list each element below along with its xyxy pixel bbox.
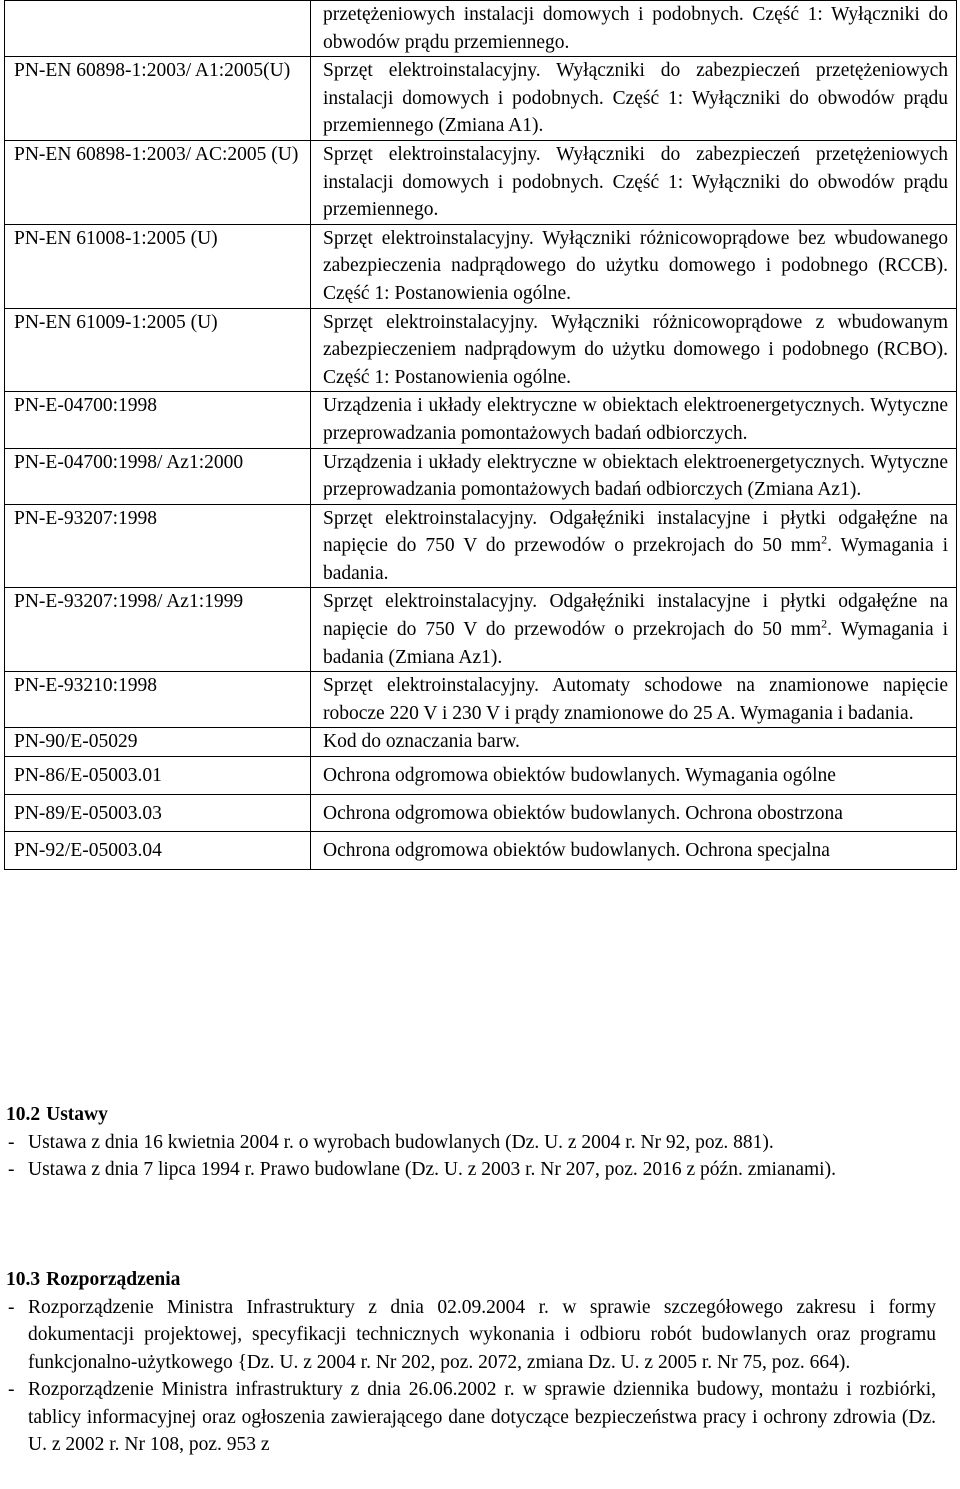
standard-description: Ochrona odgromowa obiektów budowlanych. Ochrona obostrzona [311, 794, 957, 832]
table-row [5, 728, 957, 757]
standard-code: PN-E-93207:1998 [5, 504, 311, 588]
list-item [6, 1156, 936, 1184]
standard-description: Kod do oznaczania barw. [311, 728, 957, 757]
table-row [5, 588, 957, 672]
table-row [5, 672, 957, 728]
standard-code: PN-EN 61008-1:2005 (U) [5, 224, 311, 308]
table-row [5, 1, 957, 57]
standard-code: PN-E-04700:1998 [5, 392, 311, 448]
standard-description: Ochrona odgromowa obiektów budowlanych. Wymagania ogólne [311, 757, 957, 795]
standard-description: Urządzenia i układy elektryczne w obiektach elektroenergetycznych. Wytyczne przeprowadzania pomontażowych badań odbiorczych (Zmiana Az1). [311, 448, 957, 504]
list-item [6, 1376, 936, 1459]
table-row [5, 832, 957, 870]
table-row [5, 392, 957, 448]
standard-code: PN-E-04700:1998/ Az1:2000 [5, 448, 311, 504]
ustawy-list [6, 1129, 936, 1184]
table-row [5, 308, 957, 392]
standard-code: PN-E-93207:1998/ Az1:1999 [5, 588, 311, 672]
list-item-text: Ustawa z dnia 7 lipca 1994 r. Prawo budowlane (Dz. U. z 2003 r. Nr 207, poz. 2016 z późn. zmianami). [28, 1159, 836, 1180]
standard-code: PN-EN 60898-1:2003/ A1:2005(U) [5, 57, 311, 141]
standard-description: Urządzenia i układy elektryczne w obiektach elektroenergetycznych. Wytyczne przeprowadzania pomontażowych badań odbiorczych. [311, 392, 957, 448]
rozporzadzenia-list [6, 1294, 936, 1459]
list-item [6, 1294, 936, 1377]
standards-table [4, 0, 957, 870]
bullet: - [8, 1159, 15, 1180]
list-item-text: Rozporządzenie Ministra Infrastruktury z dnia 02.09.2004 r. w sprawie szczegółowego zakresu i formy dokumentacji projektowej, specyfikacji technicznych wykonania i odbioru robót budowlanych oraz programu funkcjonalno-użytkowego {Dz. U. z 2004 r. Nr 202, poz. 2072, zmiana Dz. U. z 2005 r. Nr 75, poz. 664). [28, 1296, 936, 1373]
superscript: 2 [821, 532, 828, 547]
standard-code [5, 1, 311, 57]
standard-code: PN-92/E-05003.04 [5, 832, 311, 870]
bullet: - [8, 1296, 15, 1318]
description-text: . Wymagania i badania. [323, 535, 948, 584]
table-row [5, 794, 957, 832]
standard-description [311, 504, 957, 588]
section-number: 10.3 [6, 1269, 41, 1290]
table-row [5, 140, 957, 224]
standard-code: PN-E-93210:1998 [5, 672, 311, 728]
standard-description [311, 588, 957, 672]
description-text: Sprzęt elektroinstalacyjny. Odgałęźniki instalacyjne i płytki odgałęźne na napięcie do 750 V do przewodów o przekrojach do 50 mm [323, 591, 948, 641]
superscript: 2 [821, 616, 828, 631]
standard-description: przetężeniowych instalacji domowych i podobnych. Część 1: Wyłączniki do obwodów prądu przemiennego. [311, 1, 957, 57]
section-ustawy [6, 1101, 936, 1184]
table-row [5, 504, 957, 588]
section-rozporzadzenia [6, 1266, 936, 1459]
standard-code: PN-89/E-05003.03 [5, 794, 311, 832]
table-row [5, 224, 957, 308]
table-row [5, 448, 957, 504]
standard-description: Sprzęt elektroinstalacyjny. Wyłączniki różnicowoprądowe z wbudowanym zabezpieczeniem nadprądowym do użytku domowego i podobnego (RCBO). Część 1: Postanowienia ogólne. [311, 308, 957, 392]
list-item-text: Ustawa z dnia 16 kwietnia 2004 r. o wyrobach budowlanych (Dz. U. z 2004 r. Nr 92, poz. 881). [28, 1131, 774, 1153]
standard-description: Sprzęt elektroinstalacyjny. Wyłączniki różnicowoprądowe bez wbudowanego zabezpieczenia nadprądowego do użytku domowego i podobnego (RCCB). Część 1: Postanowienia ogólne. [311, 224, 957, 308]
standard-description: Ochrona odgromowa obiektów budowlanych. Ochrona specjalna [311, 832, 957, 870]
section-number: 10.2 [6, 1104, 41, 1125]
standard-code: PN-EN 60898-1:2003/ AC:2005 (U) [5, 140, 311, 224]
section-title: Ustawy [46, 1104, 108, 1125]
section-heading [6, 1101, 936, 1129]
standard-description: Sprzęt elektroinstalacyjny. Wyłączniki do zabezpieczeń przetężeniowych instalacji domowych i podobnych. Część 1: Wyłączniki do obwodów prądu przemiennego. [311, 140, 957, 224]
description-text: Sprzęt elektroinstalacyjny. Odgałęźniki instalacyjne i płytki odgałęźne na napięcie do 750 V do przewodów o przekrojach do 50 mm [323, 507, 948, 557]
standard-code: PN-EN 61009-1:2005 (U) [5, 308, 311, 392]
bullet: - [8, 1131, 15, 1153]
section-title: Rozporządzenia [46, 1269, 181, 1290]
table-row [5, 757, 957, 795]
list-item-text: Rozporządzenie Ministra infrastruktury z dnia 26.06.2002 r. w sprawie dziennika budowy, montażu i rozbiórki, tablicy informacyjnej oraz ogłoszenia zawierającego dane dotyczące bezpieczeństwa pracy i ochrony zdrowia (Dz. U. z 2002 r. Nr 108, poz. 953 z [28, 1379, 936, 1455]
standard-description: Sprzęt elektroinstalacyjny. Automaty schodowe na znamionowe napięcie robocze 220 V i 230 V i prądy znamionowe do 25 A. Wymagania i badania. [311, 672, 957, 728]
section-heading [6, 1266, 936, 1294]
description-text: . Wymagania i badania (Zmiana Az1). [323, 619, 948, 668]
table-row [5, 57, 957, 141]
list-item [6, 1129, 936, 1157]
standard-code: PN-86/E-05003.01 [5, 757, 311, 795]
standard-code: PN-90/E-05029 [5, 728, 311, 757]
bullet: - [8, 1379, 15, 1400]
standard-description: Sprzęt elektroinstalacyjny. Wyłączniki do zabezpieczeń przetężeniowych instalacji domowych i podobnych. Część 1: Wyłączniki do obwodów prądu przemiennego (Zmiana A1). [311, 57, 957, 141]
